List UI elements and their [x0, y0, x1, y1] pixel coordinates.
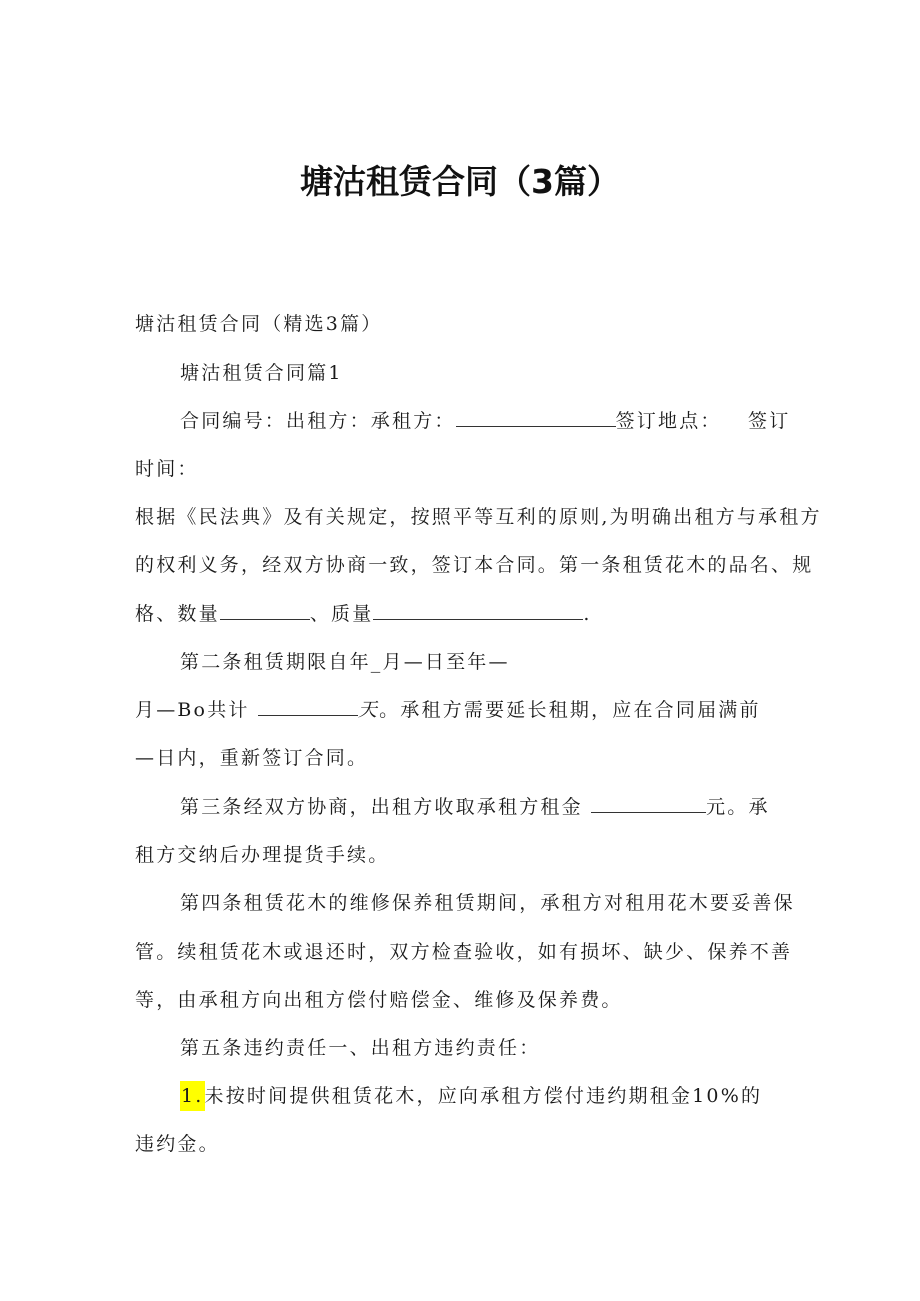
rent-label: 第三条经双方协商，出租方收取承租方租金	[180, 796, 583, 818]
article-3-line-1	[180, 794, 770, 820]
highlighted-item-number: 1.	[180, 1081, 205, 1111]
sign-time-label-a: 签订	[748, 410, 791, 432]
quality-blank	[373, 601, 583, 620]
article-4-line-3: 等，由承租方向出租方偿付赔偿金、维修及保养费。	[135, 989, 623, 1011]
preamble-line-2: 的权利义务，经双方协商一致，签订本合同。第一条租赁花木的品名、规	[135, 554, 814, 576]
preamble-line-3	[135, 601, 592, 627]
article-3-line-2: 租方交纳后办理提货手续。	[135, 844, 390, 866]
header-fields-line	[180, 408, 722, 434]
sign-time-label-b: 时间：	[135, 458, 199, 480]
total-label: 月—Bo共计	[135, 699, 250, 721]
period-mark: .	[583, 603, 592, 625]
section-heading: 塘沽租赁合同篇1	[180, 362, 343, 384]
article-5-item-1	[180, 1083, 762, 1109]
days-unit: 天	[357, 699, 380, 721]
article-2-line-2	[135, 697, 761, 723]
item-1-text: 未按时间提供租赁花木，应向承租方偿付违约期租金10%的	[204, 1085, 763, 1107]
article-2-line-1: 第二条租赁期限自年_月—日至年—	[180, 651, 510, 673]
days-blank	[258, 697, 358, 716]
extension-text: 。承租方需要延长租期，应在合同届满前	[379, 699, 761, 721]
article-5-line-1: 第五条违约责任一、出租方违约责任：	[180, 1037, 541, 1059]
article-2-line-3: —日内，重新签订合同。	[135, 747, 369, 769]
article-5-item-1-continued: 违约金。	[135, 1133, 220, 1155]
sign-place-label: 签订地点：	[615, 410, 722, 432]
rent-unit: 元。承	[706, 796, 770, 818]
document-subtitle: 塘沽租赁合同（精选3篇）	[135, 313, 383, 335]
preamble-line-1: 根据《民法典》及有关规定，按照平等互利的原则,为明确出租方与承租方	[135, 506, 822, 528]
rent-blank	[591, 794, 706, 813]
quantity-blank	[220, 601, 310, 620]
contract-no-label: 合同编号：出租方：承租方：	[180, 410, 456, 432]
article-4-line-1: 第四条租赁花木的维修保养租赁期间，承租方对租用花木要妥善保	[180, 892, 795, 914]
article-4-line-2: 管。续租赁花木或退还时，双方检查验收，如有损坏、缺少、保养不善	[135, 941, 793, 963]
quality-label: 、质量	[309, 603, 374, 625]
tenant-blank	[456, 408, 616, 427]
document-title: 塘沽租赁合同（3篇）	[300, 162, 620, 201]
quantity-label: 格、数量	[135, 603, 220, 625]
